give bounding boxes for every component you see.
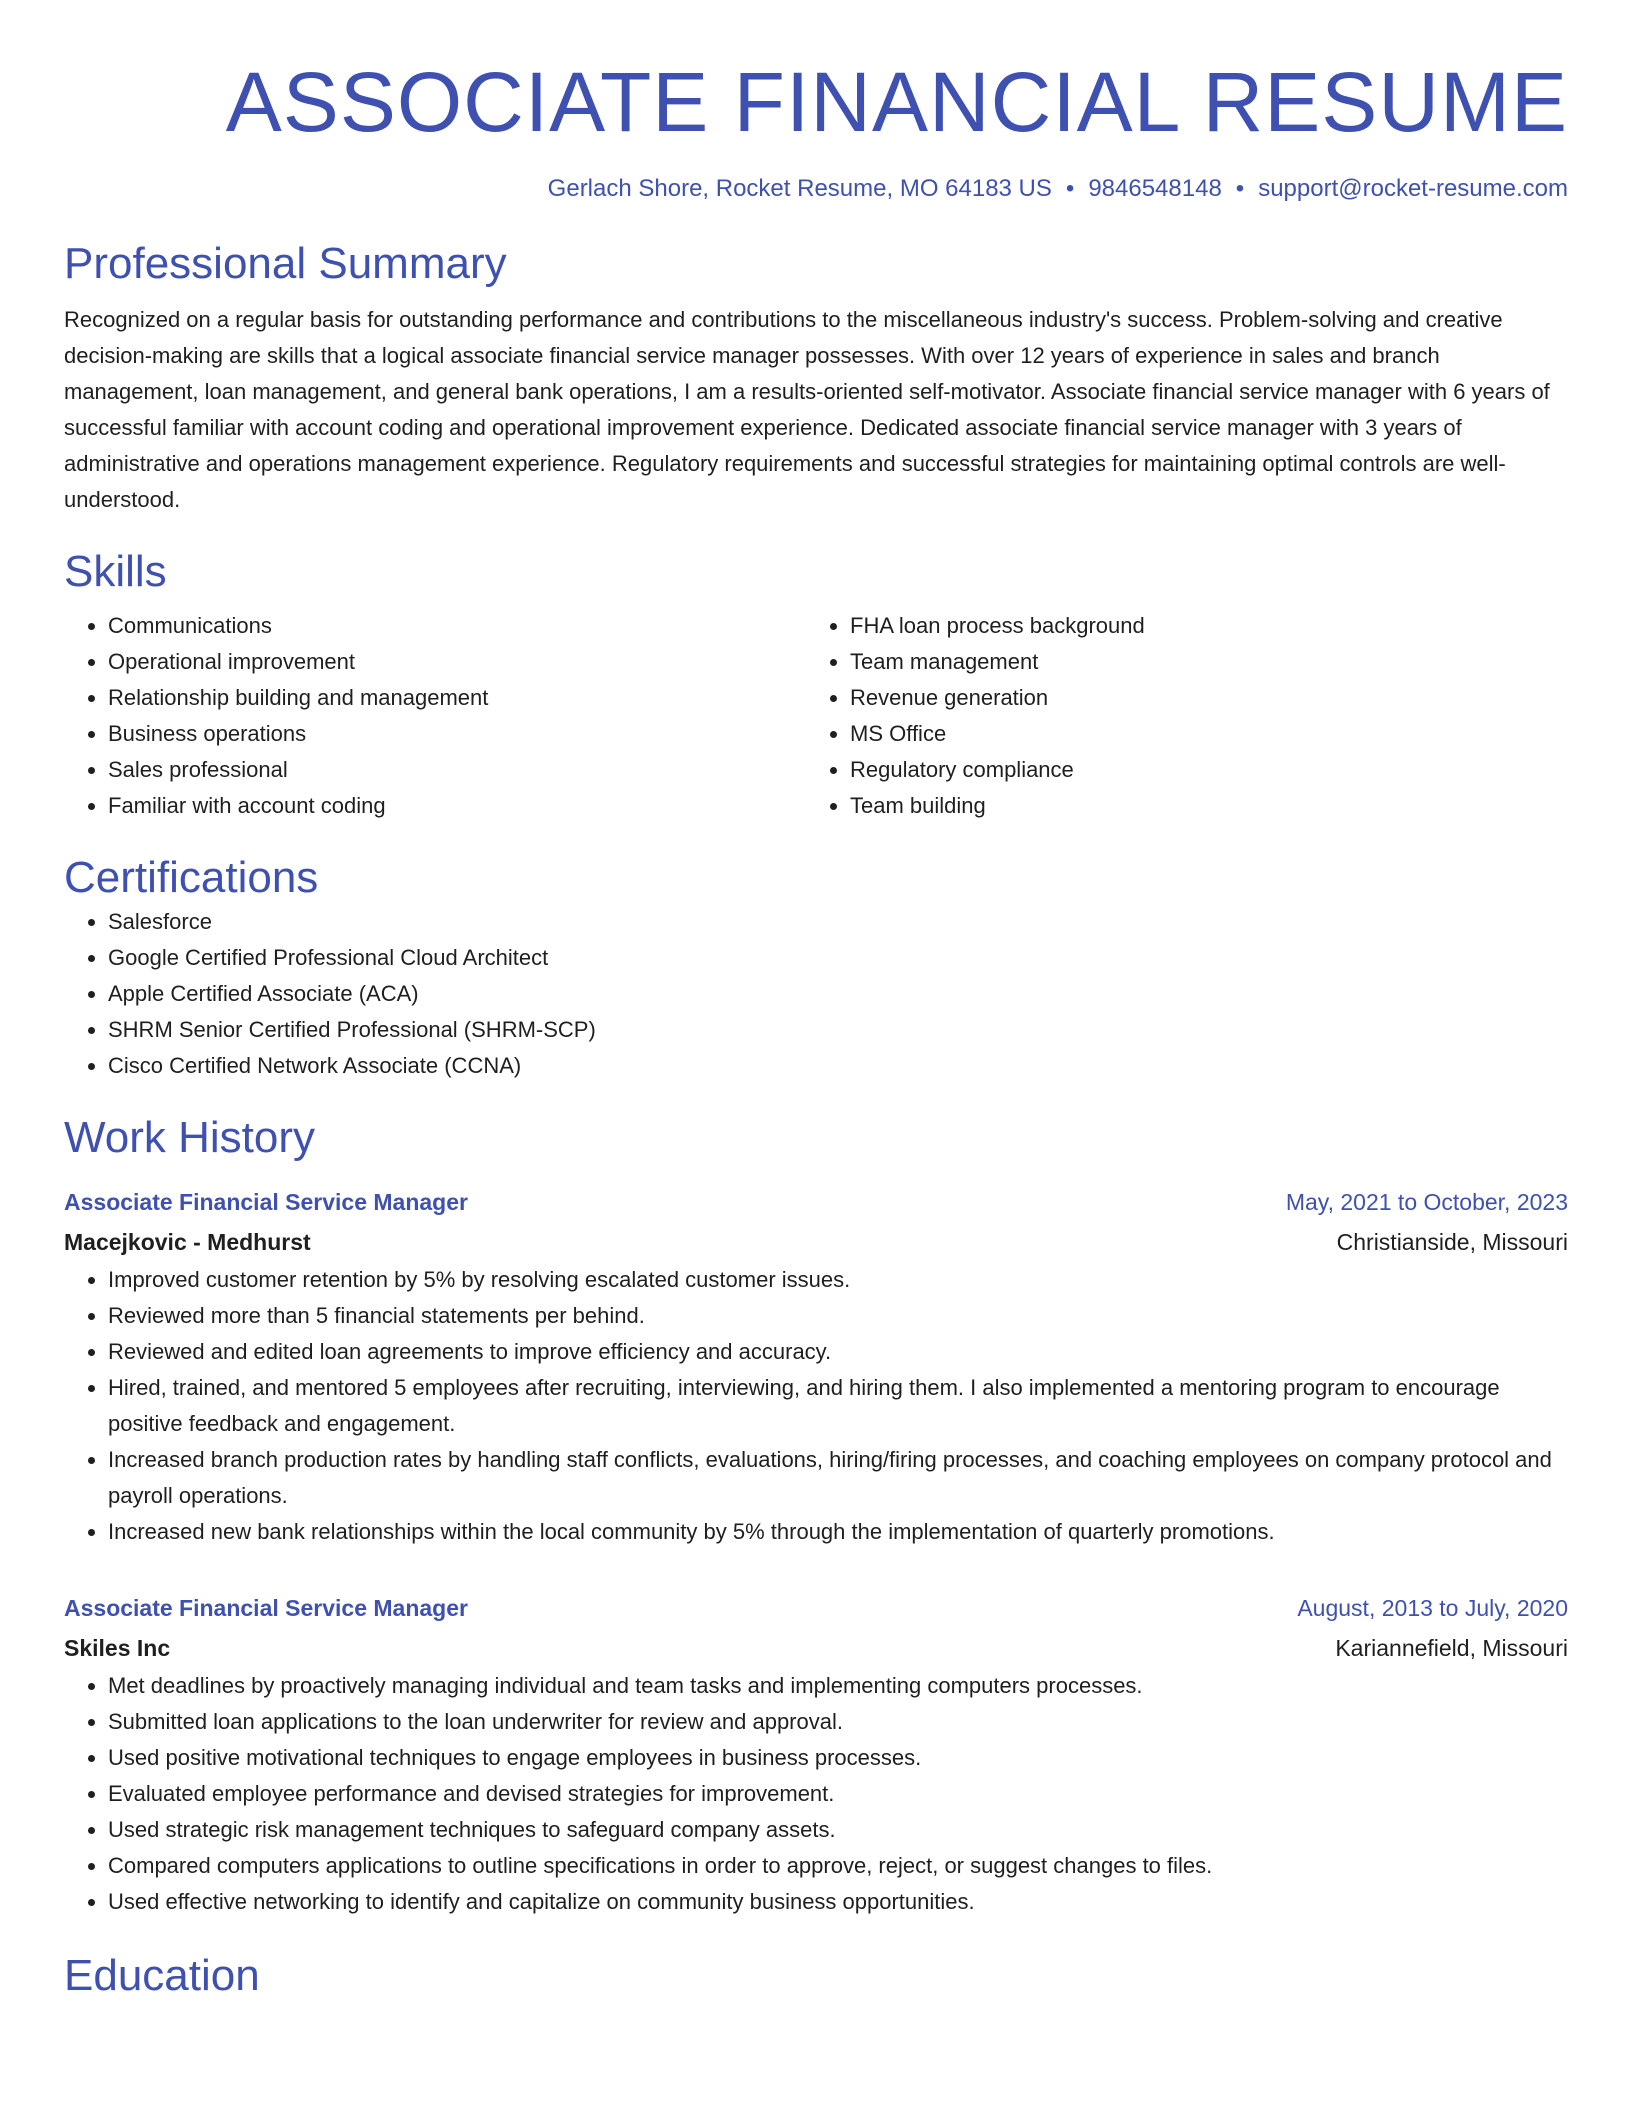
job-dates: May, 2021 to October, 2023 [1285, 1189, 1568, 1215]
job-bullets [64, 1262, 1568, 1550]
job-entry [64, 1182, 1568, 1550]
skills-list-right [806, 608, 1548, 824]
skills-list-left [64, 608, 806, 824]
skill-item: • Business operations [108, 716, 806, 752]
job-bullet: • Submitted loan applications to the loan underwriter for review and approval. [108, 1704, 1568, 1740]
skill-item: • Relationship building and management [108, 680, 806, 716]
job-bullet: • Used positive motivational techniques to engage employees in business processes. [108, 1740, 1568, 1776]
skill-item: • Familiar with account coding [108, 788, 806, 824]
resume-header [64, 0, 1568, 204]
job-company: Macejkovic - Medhurst [64, 1229, 311, 1255]
resume-page [64, 0, 1568, 2002]
job-location: Christianside, Missouri [1336, 1229, 1568, 1255]
certifications-list [64, 904, 1568, 1084]
skills-heading: Skills [64, 547, 167, 596]
certification-item: • Cisco Certified Network Associate (CCNA) [108, 1048, 1568, 1084]
skill-item: • Team management [850, 644, 1548, 680]
job-entry [64, 1588, 1568, 1920]
resume-name: ASSOCIATE FINANCIAL RESUME [225, 55, 1568, 149]
job-bullet: • Met deadlines by proactively managing individual and team tasks and implementing computers processes. [108, 1668, 1568, 1704]
skill-item: • Communications [108, 608, 806, 644]
contact-line [64, 174, 1568, 204]
job-title: Associate Financial Service Manager [64, 1595, 468, 1621]
job-bullet: • Evaluated employee performance and devised strategies for improvement. [108, 1776, 1568, 1812]
contact-separator: • [1065, 175, 1075, 202]
job-bullet: • Compared computers applications to outline specifications in order to approve, reject, or suggest changes to files. [108, 1848, 1568, 1884]
job-bullet: • Hired, trained, and mentored 5 employees after recruiting, interviewing, and hiring them. I also implemented a mentoring program to encourage positive feedback and engagement. [108, 1370, 1568, 1442]
contact-phone: 9846548148 [1088, 175, 1222, 202]
certifications-heading: Certifications [64, 853, 319, 902]
job-bullet: • Increased new bank relationships within the local community by 5% through the implementation of quarterly promotions. [108, 1514, 1568, 1550]
job-bullet: • Reviewed more than 5 financial statements per behind. [108, 1298, 1568, 1334]
job-bullet: • Reviewed and edited loan agreements to improve efficiency and accuracy. [108, 1334, 1568, 1370]
skill-item: • Operational improvement [108, 644, 806, 680]
skills-column-left [64, 608, 806, 824]
summary-text: Recognized on a regular basis for outstanding performance and contributions to the miscellaneous industry's success. Problem-solving and creative decision-making are skills that a logical associate financial service manager possesses. With over 12 years of experience in sales and branch management, loan management, and general bank operations, I am a results-oriented self-motivator. Associate financial service manager with 6 years of successful familiar with account coding and operational improvement experience. Dedicated associate financial service manager with 3 years of administrative and operations management experience. Regulatory requirements and successful strategies for maintaining optimal controls are well-understood. [64, 307, 1550, 512]
job-title: Associate Financial Service Manager [64, 1189, 468, 1215]
skill-item: • Sales professional [108, 752, 806, 788]
job-dates: August, 2013 to July, 2020 [1297, 1595, 1568, 1621]
contact-address: Gerlach Shore, Rocket Resume, MO 64183 US [547, 175, 1052, 202]
job-bullets [64, 1668, 1568, 1920]
job-bullet: • Improved customer retention by 5% by resolving escalated customer issues. [108, 1262, 1568, 1298]
education-heading: Education [64, 1951, 260, 2000]
job-title-row [64, 1182, 1568, 1222]
job-company: Skiles Inc [64, 1635, 171, 1661]
skill-item: • Revenue generation [850, 680, 1548, 716]
job-company-row [64, 1222, 1568, 1262]
contact-email: support@rocket-resume.com [1258, 175, 1568, 202]
certification-item: • Apple Certified Associate (ACA) [108, 976, 1568, 1012]
skill-item: • FHA loan process background [850, 608, 1548, 644]
job-company-row [64, 1628, 1568, 1668]
certification-item: • Google Certified Professional Cloud Architect [108, 940, 1568, 976]
skills-grid [64, 608, 1568, 824]
certification-item: • SHRM Senior Certified Professional (SHRM-SCP) [108, 1012, 1568, 1048]
job-bullet: • Used effective networking to identify and capitalize on community business opportunities. [108, 1884, 1568, 1920]
skill-item: • Team building [850, 788, 1548, 824]
work-history-heading: Work History [64, 1113, 315, 1162]
summary-heading: Professional Summary [64, 239, 507, 288]
skill-item: • Regulatory compliance [850, 752, 1548, 788]
job-title-row [64, 1588, 1568, 1628]
job-location: Kariannefield, Missouri [1335, 1635, 1568, 1661]
contact-separator: • [1235, 175, 1245, 202]
skill-item: • MS Office [850, 716, 1548, 752]
skills-column-right [806, 608, 1548, 824]
certification-item: • Salesforce [108, 904, 1568, 940]
job-bullet: • Increased branch production rates by handling staff conflicts, evaluations, hiring/firing processes, and coaching employees on company protocol and payroll operations. [108, 1442, 1568, 1514]
job-bullet: • Used strategic risk management techniques to safeguard company assets. [108, 1812, 1568, 1848]
